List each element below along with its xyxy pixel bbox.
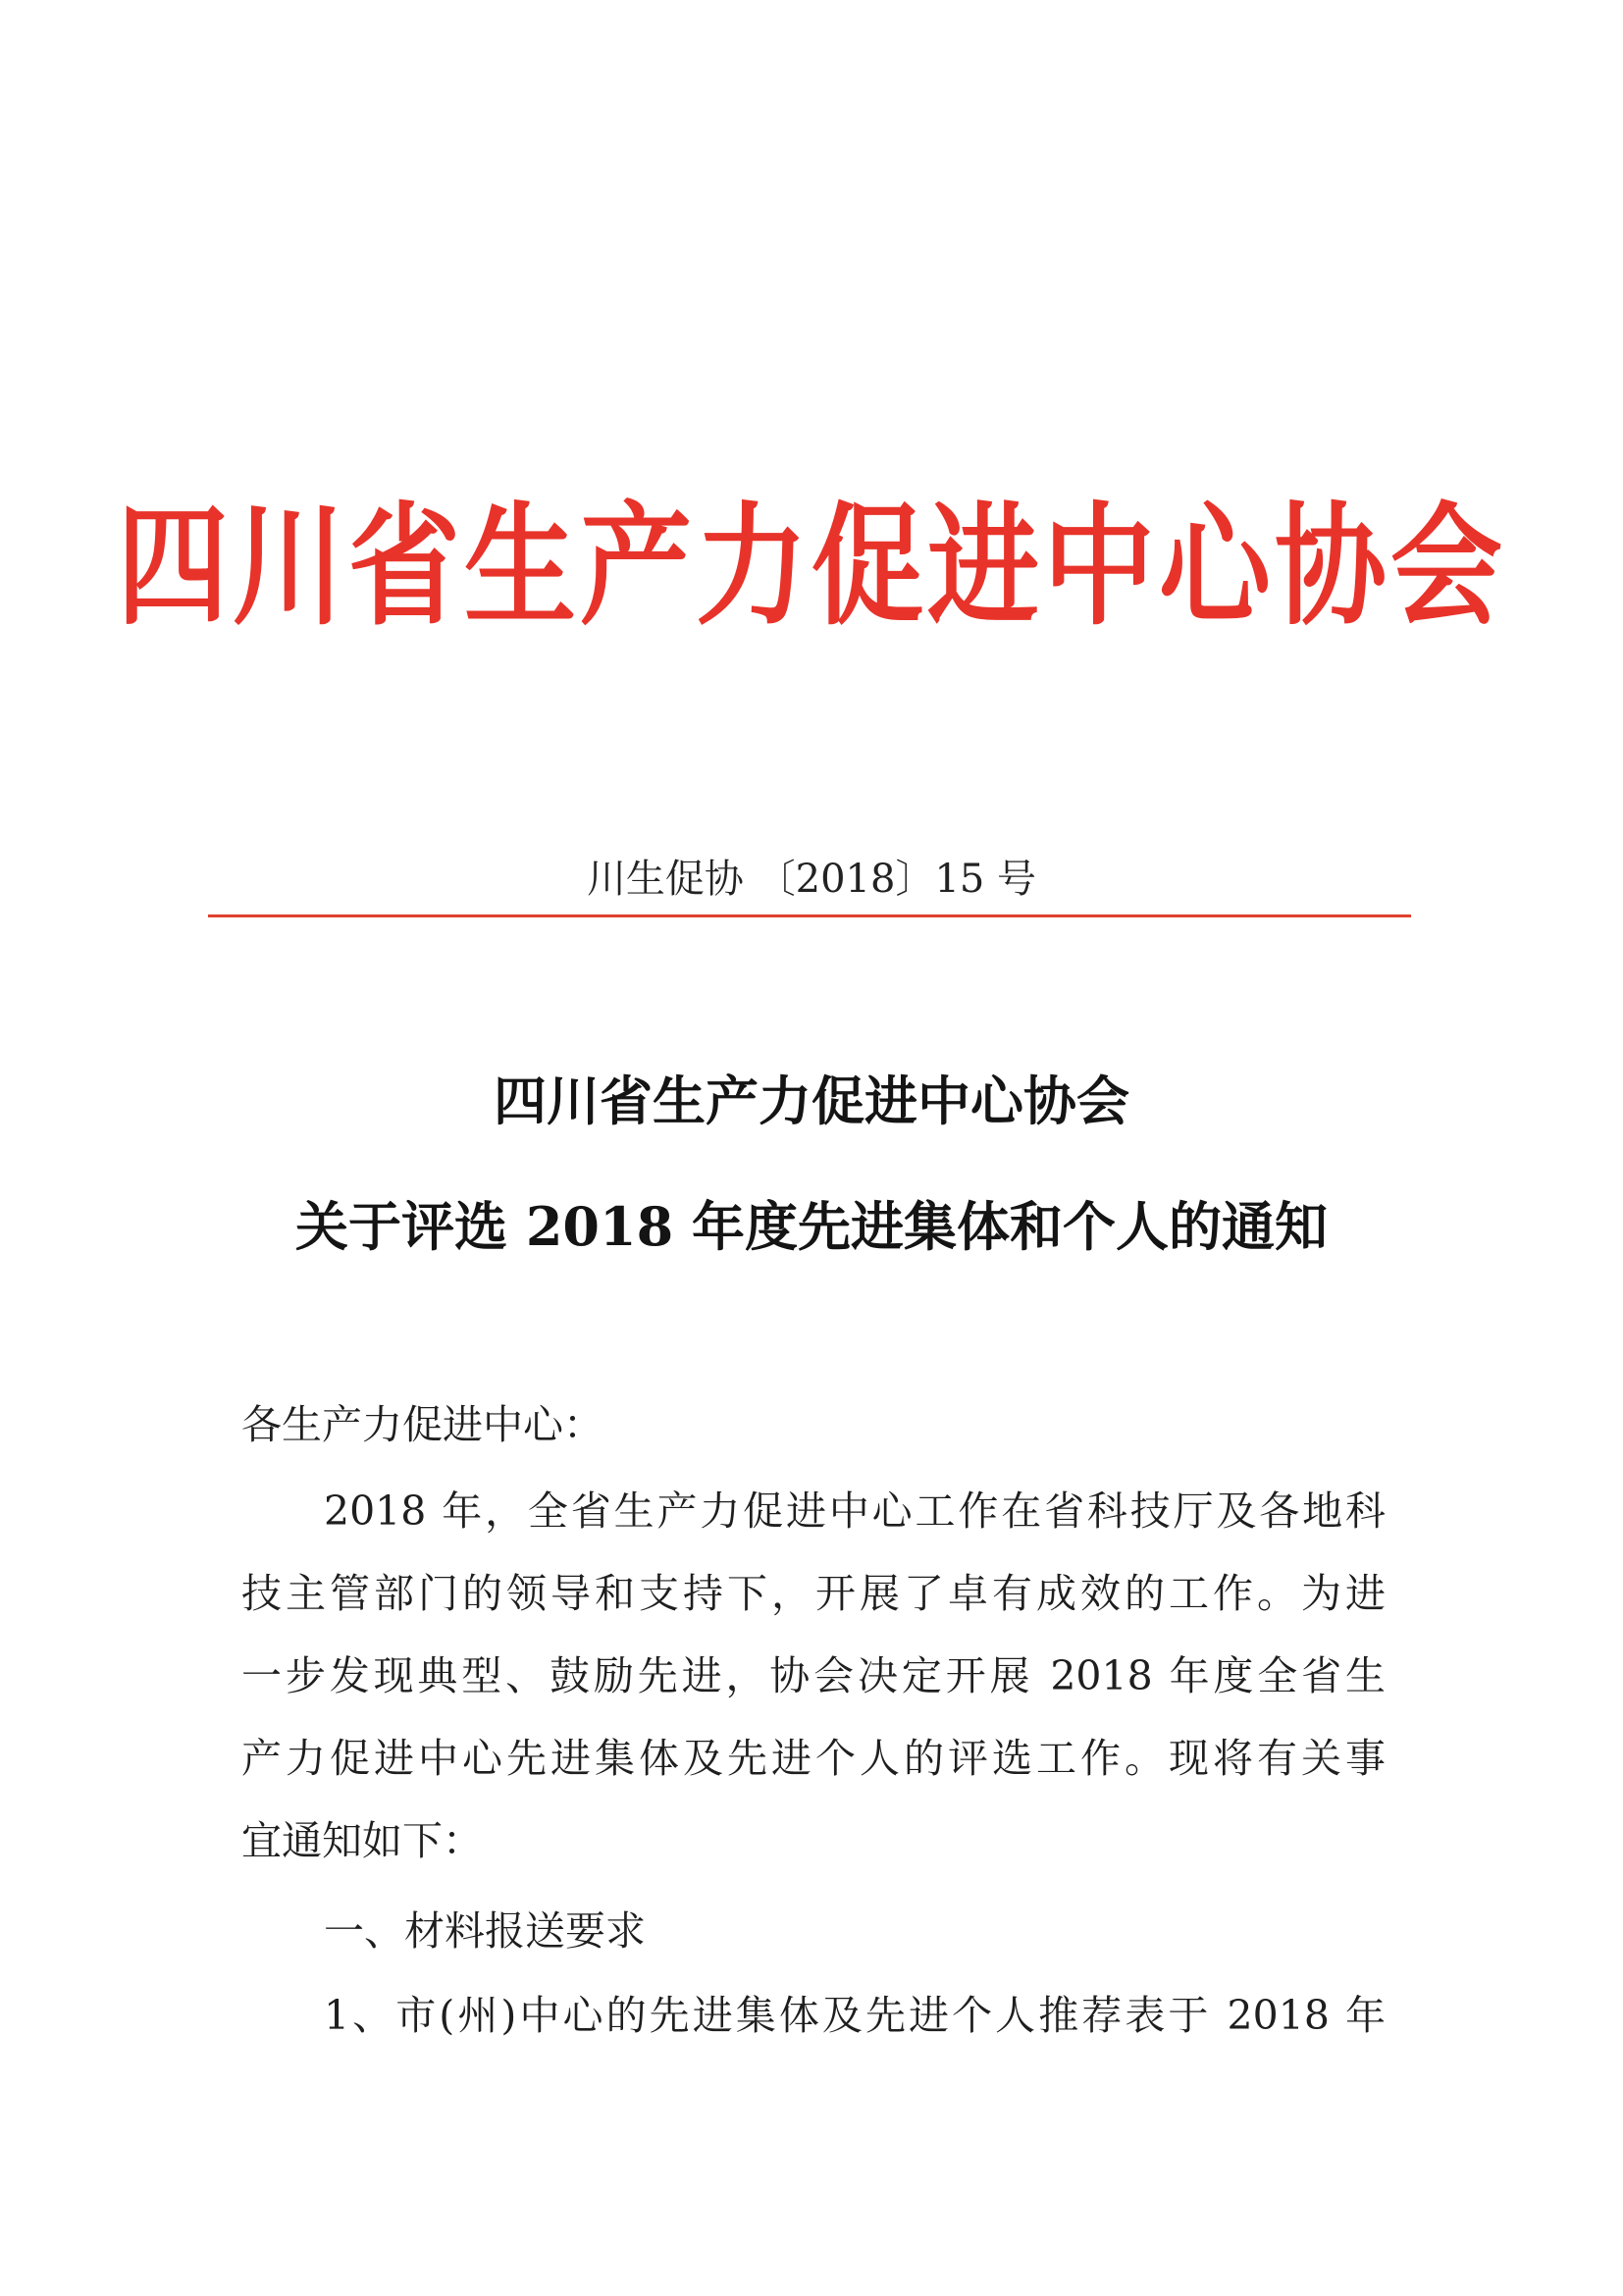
paragraph-line: 产力促进中心先进集体及先进个人的评选工作。现将有关事	[241, 1735, 1386, 1782]
document-number: 川生促协 〔2018〕15 号	[586, 857, 1037, 902]
paragraph-line: 技主管部门的领导和支持下，开展了卓有成效的工作。为进	[241, 1570, 1386, 1617]
paragraph-line: 一步发现典型、鼓励先进，协会决定开展 2018 年度全省生	[241, 1652, 1386, 1699]
paragraph-line: 2018 年，全省生产力促进中心工作在省科技厅及各地科	[324, 1487, 1386, 1535]
document-title-line-2: 关于评选 2018 年度先进集体和个人的通知	[295, 1195, 1328, 1258]
paragraph-line: 宜通知如下：	[241, 1817, 483, 1864]
organization-header: 四川省生产力促进中心协会	[116, 488, 1506, 644]
section-heading: 一、材料报送要求	[324, 1907, 646, 1955]
document-title-line-1: 四川省生产力促进中心协会	[494, 1070, 1129, 1132]
list-item: 1、市(州)中心的先进集体及先进个人推荐表于 2018 年	[324, 1992, 1386, 2039]
salutation: 各生产力促进中心：	[241, 1401, 603, 1448]
header-divider	[208, 914, 1411, 917]
